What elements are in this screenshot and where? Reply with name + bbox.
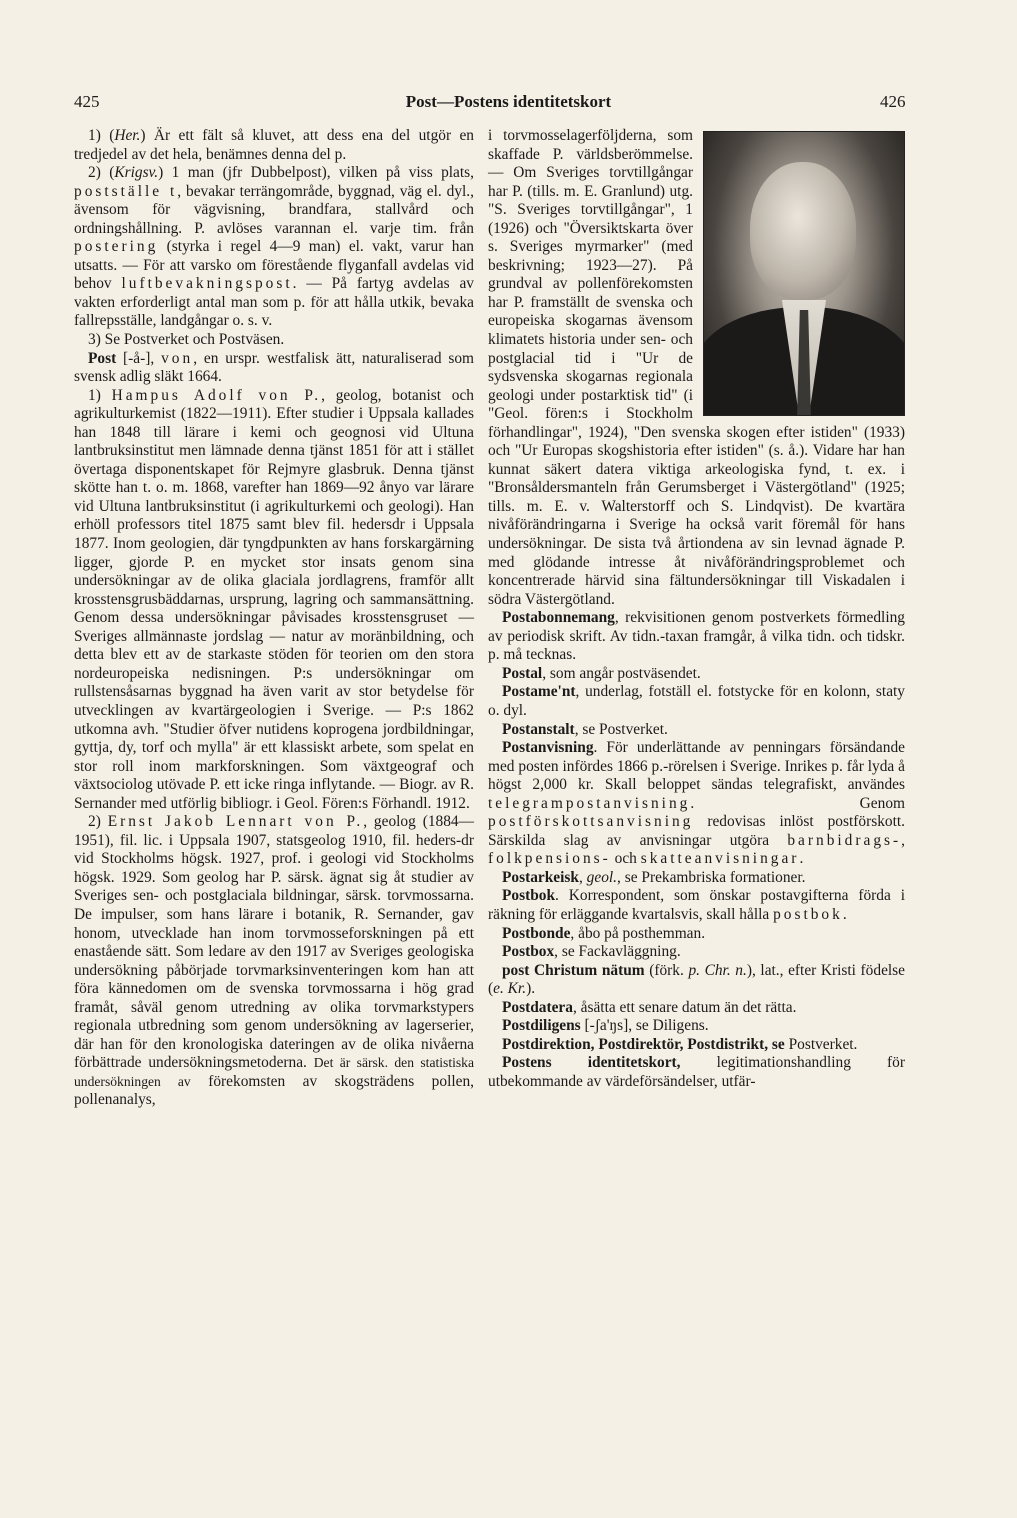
paragraph	[74, 813, 474, 1110]
text-run: ,	[901, 831, 905, 849]
spaced-name: postställe t	[74, 182, 178, 200]
text-run: .	[799, 850, 804, 868]
text-run: , se Postverket.	[574, 720, 668, 738]
page-number-right: 426	[880, 92, 906, 111]
text-run: . Genom	[690, 794, 905, 812]
headword: Postens identitetskort,	[502, 1054, 681, 1072]
paragraph	[488, 127, 905, 609]
text-run: 2) (	[88, 164, 115, 182]
text-run: [-ʃa'ŋs], se Diligens.	[580, 1017, 709, 1035]
headword: Postal	[502, 664, 543, 682]
paragraph	[488, 665, 905, 684]
text-run: (styrka i regel 4—9 man) el. vakt, varur han utsatts. — För att varsko om förestående flyganfall avdelas vid behov	[74, 238, 474, 293]
headword: Postbok	[502, 887, 556, 905]
headword: post Christum nätum	[502, 961, 645, 979]
spaced-name: Hampus Adolf von P.	[111, 386, 322, 404]
portrait-face	[750, 162, 856, 300]
paragraph	[488, 1036, 905, 1055]
left-column	[74, 127, 474, 1110]
paragraph	[488, 683, 905, 720]
text-run: [-å-],	[116, 349, 162, 367]
text-run: , geolog (1884—1951), fil. lic. i Uppsala 1907, statsgeolog 1910, fil. heders-dr vid Stockholms högsk. 1927, prof. i geologi vid Stockholms högsk. 1929. Som geolog har P. särsk. ägnat sig åt studier av Sveriges sen- och postglaciala bildningar, särsk. torvmossarna. De impulser, som hans lärare i botanik, R. Sernander, gav honom, utvecklade han inom torvmosseforskningen på ett enastående sätt. Som ledare av den 1917 av Sveriges geologiska undersökning påbörjade torvmarksinventeringen kom han att föra kännedomen om de svenska torvmossarna i hög grad framåt, såväl genom utredning av olika torvmarkstypers regionala utbredning som genom undersökning av lagerserier, där han för den kronologiska dateringen av de olika nivåerna förbättrade undersökningsmetoderna.	[74, 813, 474, 1072]
text-run: , rekvisitionen genom postverkets förmedling av periodisk skrift. Av tidn.-taxan framgår, å vilka tidn. och tidskr. p. må tecknas.	[488, 609, 905, 664]
small-text: Det är särsk. den statistiska undersökningen av	[74, 1055, 474, 1089]
text-run: ).	[526, 980, 536, 998]
text-run: , åbo på posthemman.	[570, 924, 706, 942]
headword: Postame'nt	[502, 683, 576, 701]
headword: Postarkeisk	[502, 868, 579, 886]
text-run: ), lat., efter Kristi födelse (	[488, 961, 906, 998]
spaced-name: Ernst Jakob Lennart von P.	[107, 813, 364, 831]
text-run: . För underlättande av penningars försändande med posten infördes 1866 p.-rörelsen i Sverige. Inrikes p. får lyda å högst 2,000 kr. Skall beloppet sändas telegrafiskt, användes	[488, 739, 905, 794]
text-run: 1)	[88, 386, 112, 404]
headword: Postdiligens	[502, 1017, 581, 1035]
paragraph	[488, 869, 905, 888]
right-column	[488, 127, 905, 1091]
italic-text: p. Chr. n.	[688, 961, 747, 979]
headword: Postdirektion, Postdirektör, Postdistrikt, se	[502, 1035, 785, 1053]
spaced-name: postbok	[773, 905, 843, 923]
page-number-left: 425	[74, 92, 100, 111]
text-run: och	[610, 850, 641, 868]
text-run: i torvmosselagerföljderna, som skaffade P. världsberömmelse. — Om Sveriges torvtillgångar har P. (tills. m. E. Granlund) utg. "S. Sveriges torvtillgångar", 1 (1926) och "Översiktskarta över s. Sveriges myrmarker" (med beskrivning; 1923—27). På grundval av pollenförekomsten har P. framställt de svenska och europeiska skogarnas ävensom klimatets historia under sen- och postglacial tid i "Ur de sydsvenska skogarnas regionala geologi under postarktisk tid" (i "Geol. fören:s i Stockholm förhandlingar", 1924), "Den svenska skogen efter istiden" (1933) och "Ur Europas skogshistoria efter istiden" (s. å.). Vidare har han kunnat säkert datera viktiga arkeologiska fynd, t. ex. i "Bronsåldersmanteln från Gerumsberget i Västergötland" (1925; tills. m. E. v. Walterstorff och S. Lindqvist). De kvartära nivåförändringarna i Sverige ha också varit föremål för hans undersökningar. De sista två årtiondena av sin levnad ägnade P. med glödande intresse åt nivåförändringsproblemet och koncentrerade härvid sina fältundersökningar till Viskadalen i södra Västergötland.	[488, 127, 905, 608]
text-run: (förk.	[644, 961, 689, 979]
text-run: , bevakar terrängområde, byggnad, väg el. dyl., ävensom för vägvisning, brandfara, stallvård och ordningshållning. P. avlöses varannan el. varje tim. från	[74, 182, 474, 237]
spaced-name: skatteanvisningar	[640, 850, 800, 868]
spaced-name: postering	[74, 238, 159, 256]
paragraph	[488, 962, 905, 999]
text-run: , se Prekambriska formationer.	[617, 868, 806, 886]
text-run: förekomsten av skogsträdens pollen, pollenanalys,	[74, 1072, 474, 1109]
spaced-name: von	[161, 349, 194, 367]
portrait-photo	[703, 131, 905, 416]
text-run: , som angår postväsendet.	[542, 664, 701, 682]
text-run: . — På fartyg avdelas av vakten erforderligt antal man som p. för att hålla utkik, bevaka fallrepsställe, landgångar o. s. v.	[74, 275, 474, 330]
headword: Postanstalt	[502, 720, 575, 738]
text-run: , geolog, botanist och agrikulturkemist (1822—1911). Efter studier i Uppsala kallades han 1848 till lärare i kemi och geognosi vid Ultuna lantbruksinstitut men lämnade denna tjänst 1851 för att i stället övertaga disponentskapet för Rejmyre glasbruk. Denna tjänst skötte han t. o. m. 1868, varefter han 1869—92 ånyo var lärare vid Ultuna lantbruksinstitut (i agrikulturkemi och geologi). Han erhöll professors titel 1875 samt blev fil. hedersdr i Uppsala 1877. Inom geologien, där tyngdpunkten av hans forskargärning ligger, gjorde P. en mycket stor insats genom sina undersökningar av de olika glaciala jordlagrens, framför allt krosstensgrusbäddarnas, ursprung, lagring och sammansättning. Genom dessa undersökningar påvisades krosstensgruset — Sveriges allmännaste jordslag — natur av moränbildning, och detta blev ett av de starkaste stöden för teorien om den stora nordeuropeiska nedisningen. P:s undersökningar om rullstensåsarnas byggnad ha även varit av stor betydelse för utvecklingen av kvartärgeologien i Sverige. — P:s 1862 utkomna avh. "Studier öfver nutidens koprogena jordbildningar, gyttja, dy, torf och mylla" är ett klassiskt arbete, som spelat en stor roll inom markforskningen. Som växtgeograf och växtsociolog utövade P. ett icke ringa inflytande. — Biogr. av R. Sernander med utförlig bibliogr. i Geol. Fören:s Förhandl. 1912.	[74, 386, 474, 812]
spaced-name: folkpensions-	[488, 850, 611, 868]
headword: Post	[88, 349, 117, 367]
headword: Postbonde	[502, 924, 571, 942]
running-head: Post—Postens identitetskort	[405, 92, 612, 111]
headword: Postanvisning	[502, 739, 594, 757]
text-run: , underlag, fotställ el. fotstycke för en kolonn, staty o. dyl.	[488, 683, 905, 719]
paragraph	[488, 739, 905, 869]
paragraph	[74, 350, 474, 387]
text-run: , en urspr. westfalisk ätt, naturaliserad som svensk adlig släkt 1664.	[74, 349, 475, 386]
italic-text: e. Kr.	[493, 980, 527, 998]
text-run: 3) Se Postverket och Postväsen.	[88, 331, 285, 349]
text-run: redovisas inlöst postförskott. Särskilda slag av anvisningar utgöra	[488, 813, 905, 849]
text-run: .	[842, 905, 847, 923]
headword: Postbox	[502, 943, 555, 961]
text-run: ,	[578, 868, 587, 886]
paragraph	[74, 387, 474, 814]
text-run: . Korrespondent, som önskar postavgifterna förda i räkning för erläggande kvartalsvis, skall hålla	[488, 887, 905, 923]
right-column-entries	[488, 609, 905, 1091]
paragraph	[488, 943, 905, 962]
text-run: , se Fackavläggning.	[554, 943, 681, 961]
text-run: ) 1 man (jfr Dubbelpost), vilken på viss plats,	[158, 164, 474, 182]
spaced-name: luftbevakningspost	[121, 275, 293, 293]
text-run: 2)	[88, 813, 108, 831]
text-run: , åsätta ett senare datum än det rätta.	[572, 998, 797, 1016]
spaced-name: postförskottsanvisning	[488, 813, 694, 831]
italic-text: Her.	[114, 127, 141, 144]
paragraph	[74, 164, 474, 331]
headword: Postabonnemang	[502, 609, 615, 627]
italic-text: geol.	[586, 868, 618, 886]
text-run: ) Är ett fält så kluvet, att dess ena del utgör en tredjedel av det hela, benämnes denna del p.	[74, 127, 475, 163]
paragraph	[74, 127, 474, 164]
text-run: 1) (	[88, 127, 115, 144]
paragraph	[488, 1017, 905, 1036]
text-run: Postverket.	[784, 1035, 858, 1053]
headword: Postdatera	[502, 998, 573, 1016]
paragraph	[488, 999, 905, 1018]
paragraph	[488, 721, 905, 740]
paragraph	[488, 609, 905, 665]
italic-text: Krigsv.	[114, 164, 159, 182]
paragraph	[488, 925, 905, 944]
text-run: legitimationshandling för utbekommande av värdeförsändelser, utfär-	[488, 1054, 905, 1090]
paragraph	[488, 1054, 905, 1091]
paragraph	[488, 887, 905, 924]
spaced-name: telegrampostanvisning	[488, 794, 691, 812]
right-column-continued-text	[488, 127, 905, 609]
spaced-name: barnbidrags-	[787, 831, 902, 849]
paragraph	[74, 331, 474, 350]
